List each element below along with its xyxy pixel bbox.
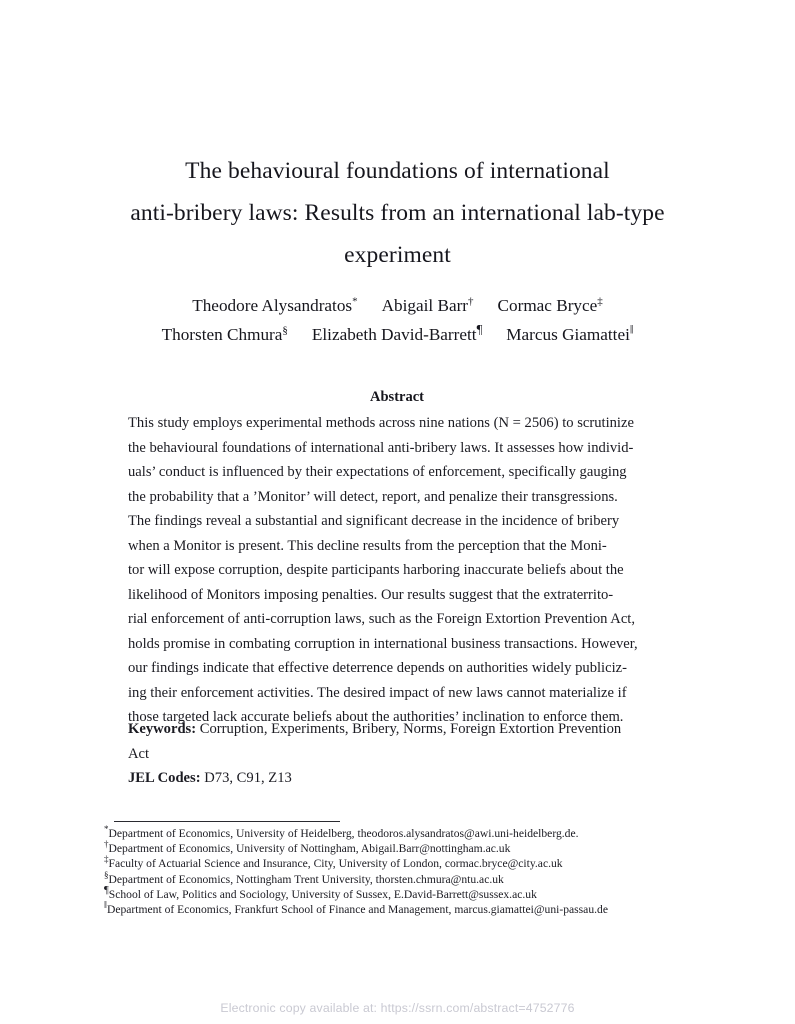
footnote-marker: ‡ [104,854,109,865]
author-name: Cormac Bryce [497,296,598,315]
author-footnote-marker: ¶ [476,322,483,337]
keywords-value: Corruption, Experiments, Bribery, Norms, Foreign Extortion Prevention [199,721,622,737]
author-name: Thorsten Chmura [161,325,283,344]
abstract-line: The findings reveal a substantial and significant decrease in the incidence of bribery [128,513,620,529]
author-row-2 [100,320,695,349]
author-name: Abigail Barr [381,296,469,315]
paper-metadata [128,717,673,791]
abstract-line: uals’ conduct is influenced by their expectations of enforcement, specifically gauging [128,464,627,480]
page-title [120,150,675,276]
footnote-text: Department of Economics, University of Heidelberg, theodoros.alysandratos@awi.uni-heidelberg.de. [108,827,579,840]
author-footnote-marker: † [468,295,474,308]
footnote-text: Department of Economics, University of Nottingham, Abigail.Barr@nottingham.ac.uk [108,842,511,856]
abstract-line: tor will expose corruption, despite participants harboring inaccurate beliefs about the [128,562,624,578]
author-footnote-marker: ‖ [629,322,634,337]
author-footnote-marker: § [282,324,288,337]
abstract-line: the behavioural foundations of international anti-bribery laws. It assesses how individ- [128,439,634,456]
author-name: Marcus Giamattei [506,325,630,344]
author-name: Elizabeth David-Barrett [311,325,477,344]
keywords-label: Keywords: [128,721,197,737]
abstract-line: holds promise in combating corruption in international business transactions. However, [128,635,638,652]
abstract-heading: Abstract [370,389,424,405]
footnote-text: School of Law, Politics and Sociology, University of Sussex, E.David-Barrett@sussex.ac.uk [108,887,537,901]
ssrn-availability-notice: Electronic copy available at: https://ssrn.com/abstract=4752776 [220,1001,575,1015]
author-elizabeth-david-barrett [312,320,482,349]
title-line-3: experiment [344,242,451,268]
author-list [100,291,695,349]
abstract-line: our findings indicate that effective deterrence depends on authorities widely publiciz- [128,660,627,676]
author-footnote-marker: * [352,295,358,308]
footnote-marker: † [104,839,109,850]
footnote-item [92,869,700,887]
abstract-line: when a Monitor is present. This decline results from the perception that the Moni- [128,537,607,554]
author-cormac-bryce [498,291,603,320]
jel-line [128,766,673,791]
footnote-list [92,826,700,917]
author-thorsten-chmura [162,320,288,349]
keywords-line-1 [128,717,673,742]
title-line-1: The behavioural foundations of international [185,158,610,184]
author-marcus-giamattei [506,320,633,349]
footnote-item [92,902,700,917]
abstract-line: likelihood of Monitors imposing penalties. Our results suggest that the extraterrito- [128,586,614,603]
jel-value: D73, C91, Z13 [204,770,292,786]
footnote-item [92,856,700,871]
author-theodore-alysandratos [192,291,357,320]
abstract-body [128,411,666,730]
title-line-2: anti-bribery laws: Results from an international lab-type [130,200,665,226]
author-row-1 [100,291,695,320]
keywords-line-2: Act [128,745,150,762]
footnote-marker: ‖ [104,900,107,912]
footnote-item [92,841,700,856]
footnote-item [92,826,700,841]
abstract-line: the probability that a ’Monitor’ will detect, report, and penalize their transgressions. [128,488,618,505]
footnote-item [92,884,700,902]
footnote-marker: § [104,869,109,880]
footnote-separator-rule [114,821,340,822]
jel-label: JEL Codes: [128,770,201,786]
abstract-line: This study employs experimental methods across nine nations (N = 2506) to scrutinize [128,415,634,431]
footnote-marker: ¶ [104,884,109,896]
footnote-text: Department of Economics, Frankfurt School of Finance and Management, marcus.giamattei@uni-passau.de [106,903,608,917]
author-name: Theodore Alysandratos [192,296,353,315]
footnote-marker: * [104,824,109,835]
abstract-line: rial enforcement of anti-corruption laws, such as the Foreign Extortion Prevention Act, [128,611,635,627]
abstract-line: those targeted lack accurate beliefs about the authorities’ inclination to enforce them. [128,709,624,725]
abstract-line: ing their enforcement activities. The desired impact of new laws cannot materialize if [128,684,627,701]
author-abigail-barr [382,291,474,320]
author-footnote-marker: ‡ [597,295,603,308]
footnote-text: Department of Economics, Nottingham Trent University, thorsten.chmura@ntu.ac.uk [108,872,504,886]
footnote-text: Faculty of Actuarial Science and Insurance, City, University of London, cormac.bryce@city.ac.uk [108,857,563,871]
